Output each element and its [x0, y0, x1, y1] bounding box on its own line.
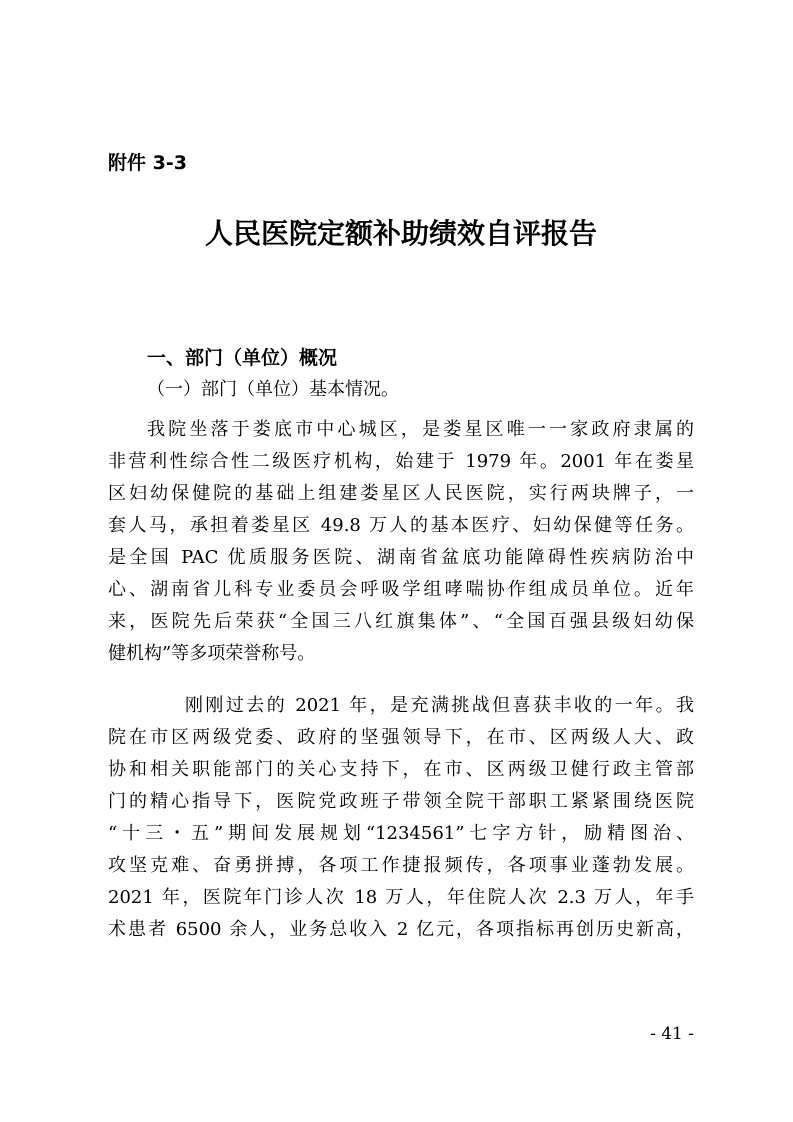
paragraph-1-line: 我院坐落于娄底市中心城区，是娄星区唯一一家政府隶属的 — [147, 419, 694, 440]
paragraph-2-line: 攻坚克难、奋勇拼搏，各项工作捷报频传，各项事业蓬勃发展。 — [108, 855, 694, 876]
paragraph-1-line: 区妇幼保健院的基础上组建娄星区人民医院，实行两块牌子，一 — [108, 483, 694, 504]
paragraph-2-line: 院在市区两级党委、政府的坚强领导下，在市、区两级人大、政 — [108, 727, 694, 748]
paragraph-2-line: 刚刚过去的 2021 年，是充满挑战但喜获丰收的一年。我 — [185, 695, 694, 716]
attachment-label: 附件 3-3 — [108, 152, 187, 174]
paragraph-2-line: 术患者 6500 余人，业务总收入 2 亿元，各项指标再创历史新高， — [108, 919, 694, 940]
document-title: 人民医院定额补助绩效自评报告 — [204, 217, 597, 250]
paragraph-1-line: 非营利性综合性二级医疗机构，始建于 1979 年。2001 年在娄星 — [108, 451, 694, 472]
paragraph-1-line: 是全国 PAC 优质服务医院、湖南省盆底功能障碍性疾病防治中 — [108, 547, 694, 568]
paragraph-1-line: 套人马，承担着娄星区 49.8 万人的基本医疗、妇幼保健等任务。 — [108, 515, 694, 536]
paragraph-1-line: 心、湖南省儿科专业委员会呼吸学组哮喘协作组成员单位。近年 — [108, 579, 694, 600]
section-heading-overview: 一、部门（单位）概况 — [147, 347, 338, 369]
paragraph-1-line: 来，医院先后荣获“全国三八红旗集体”、“全国百强县级妇幼保 — [108, 611, 694, 632]
page-number: - 41 - — [650, 1024, 694, 1044]
paragraph-2-line: 2021 年，医院年门诊人次 18 万人，年住院人次 2.3 万人，年手 — [108, 887, 694, 908]
paragraph-1-line: 健机构”等多项荣誉称号。 — [108, 643, 316, 664]
paragraph-2-line: “十三・五”期间发展规划“1234561”七字方针，励精图治、 — [108, 823, 694, 844]
subsection-heading-basic-info: （一）部门（单位）基本情况。 — [147, 379, 399, 400]
paragraph-2-line: 协和相关职能部门的关心支持下，在市、区两级卫健行政主管部 — [108, 759, 694, 780]
paragraph-2-line: 门的精心指导下，医院党政班子带领全院干部职工紧紧围绕医院 — [108, 791, 694, 812]
